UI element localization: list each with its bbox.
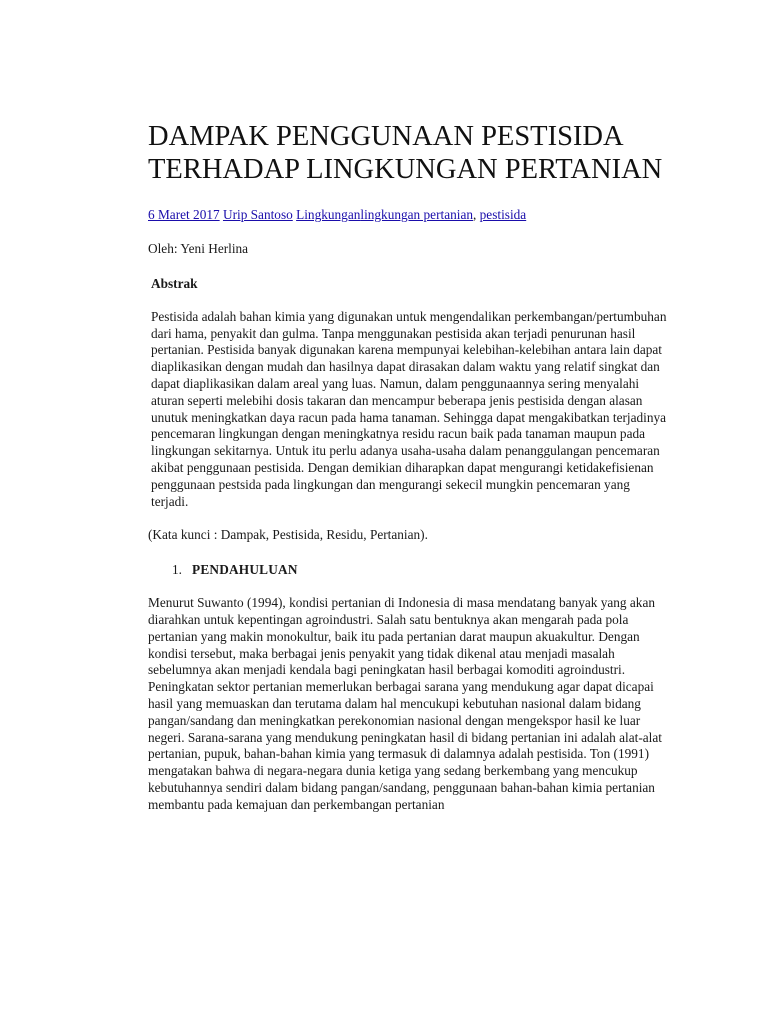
author-link[interactable]: Urip Santoso bbox=[222, 207, 293, 222]
keywords: (Kata kunci : Dampak, Pestisida, Residu, Pertanian). bbox=[148, 527, 428, 543]
post-meta bbox=[148, 206, 668, 224]
abstract-text: Pestisida adalah bahan kimia yang digunakan untuk mengendalikan perkembangan/pertumbuhan dari hama, penyakit dan gulma. Tanpa menggunakan pestisida akan terjadi penurunan hasil pertanian. Pestisida banyak digunakan karena mempunyai kelebihan-kelebihan antara lain dapat diaplikasikan dengan mudah dan hasilnya dapat dirasakan dalam waktu yang relatif singkat dan dapat diaplikasikan dalam areal yang luas. Namun, dalam penggunaannya sering menyalahi aturan seperti melebihi dosis takaran dan mencampur beberapa jenis pestisida dengan alasan unutuk meningkatkan daya racun pada hama tanaman. Sehingga dapat mengakibatkan terjadinya pencemaran lingkungan dengan meningkatnya residu racun baik pada tanaman maupun pada lingkungan sekitarnya. Untuk itu perlu adanya usaha-usaha dalam penanggulangan pencemaran akibat penggunaan pestisida. Dengan demikian diharapkan dapat mengurangi ketidakefisienan penggunaan pestsida pada lingkungan dan mengurangi sekecil mungkin pencemaran yang terjadi. bbox=[151, 308, 667, 509]
category-link-pestisida[interactable]: pestisida bbox=[479, 207, 527, 222]
date-link[interactable]: 6 Maret 2017 bbox=[148, 207, 220, 222]
article bbox=[148, 120, 668, 831]
byline: Oleh: Yeni Herlina bbox=[148, 241, 249, 256]
section-text: Menurut Suwanto (1994), kondisi pertanian di Indonesia di masa mendatang banyak yang akan diarahkan untuk kepentingan agroindustri. Salah satu bentuknya akan mengarah pada pola pertanian yang makin monokultur, baik itu pada pertanian darat maupun akuakultur. Dengan kondisi tersebut, maka berbagai jenis penyakit yang tidak dikenal atau menjadi masalah sebelumnya akan menjadi kendala bagi peningkatan hasil berbagai komoditi agroindustri. Peningkatan sektor pertanian memerlukan berbagai sarana yang mendukung agar dapat dicapai hasil yang memuaskan dan terutama dalam hal mencukupi kebutuhan nasional dalam bidang pangan/sandang dan meningkatkan perekonomian nasional dengan mengekspor hasil ke luar negeri. Sarana-sarana yang mendukung peningkatan hasil di bidang pertanian ini adalah alat-alat pertanian, pupuk, bahan-bahan kimia yang termasuk di dalamnya adalah pestisida. Ton (1991) mengatakan bahwa di negara-negara dunia ketiga yang sedang berkembang yang mencukup kebutuhannya sendiri dalam bidang pangan/sandang, penggunaan bahan-bahan kimia pertanian membantu pada kemajuan dan perkembangan pertanian bbox=[148, 595, 662, 812]
section-title: PENDAHULUAN bbox=[192, 562, 298, 578]
abstract-heading: Abstrak bbox=[151, 275, 198, 291]
category-link-lingkungan[interactable]: Lingkungan bbox=[296, 207, 361, 222]
category-separator: , bbox=[473, 207, 480, 222]
category-link-lingkungan-pertanian[interactable]: lingkungan pertanian bbox=[360, 207, 473, 222]
section-number: 1. bbox=[172, 562, 182, 578]
page-title: DAMPAK PENGGUNAAN PESTISIDA TERHADAP LINGKUNGAN PERTANIAN bbox=[148, 121, 663, 185]
section-heading-pendahuluan bbox=[172, 561, 668, 578]
